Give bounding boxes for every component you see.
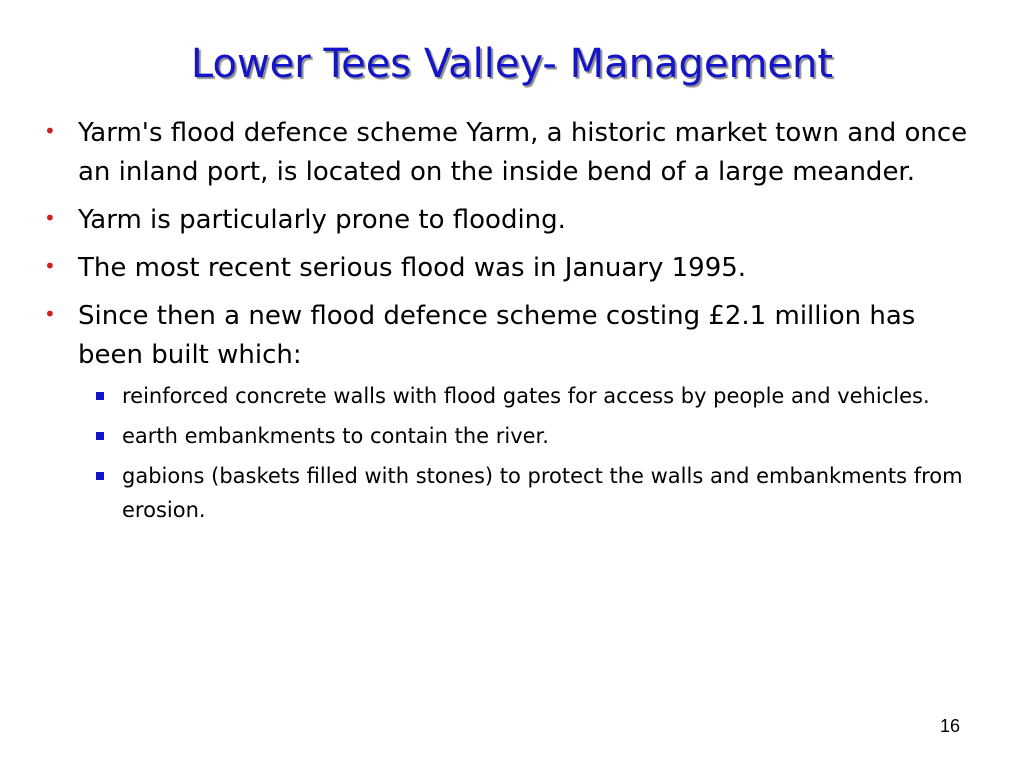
- bullet-list: [44, 114, 984, 527]
- round-bullet-icon: •: [44, 206, 56, 230]
- round-bullet-icon: •: [44, 119, 56, 143]
- subbullet-item: [78, 419, 984, 453]
- square-bullet-icon: [96, 392, 104, 400]
- subbullet-text: reinforced concrete walls with flood gates for access by people and vehicles.: [122, 384, 930, 408]
- slide-content: [44, 114, 984, 536]
- bullet-item: [44, 249, 984, 288]
- slide-title: Lower Tees Valley- Management: [190, 41, 834, 87]
- bullet-item: [44, 114, 984, 192]
- subbullet-item: [78, 459, 984, 527]
- bullet-text: The most recent serious flood was in January 1995.: [78, 253, 747, 283]
- square-bullet-icon: [96, 472, 104, 480]
- page-number: 16: [939, 716, 960, 736]
- bullet-item: [44, 297, 984, 527]
- subbullet-text: earth embankments to contain the river.: [122, 424, 549, 448]
- bullet-text: Yarm is particularly prone to flooding.: [78, 205, 566, 235]
- round-bullet-icon: •: [44, 302, 56, 326]
- square-bullet-icon: [96, 432, 104, 440]
- subbullet-text: gabions (baskets filled with stones) to protect the walls and embankments from erosion.: [122, 464, 963, 522]
- bullet-text: Yarm's flood defence scheme Yarm, a historic market town and once an inland port, is located on the inside bend of a large meander.: [78, 118, 968, 187]
- bullet-text: Since then a new flood defence scheme costing £2.1 million has been built which:: [78, 301, 916, 370]
- bullet-item: [44, 201, 984, 240]
- subbullet-list: [78, 379, 984, 527]
- round-bullet-icon: •: [44, 254, 56, 278]
- subbullet-item: [78, 379, 984, 413]
